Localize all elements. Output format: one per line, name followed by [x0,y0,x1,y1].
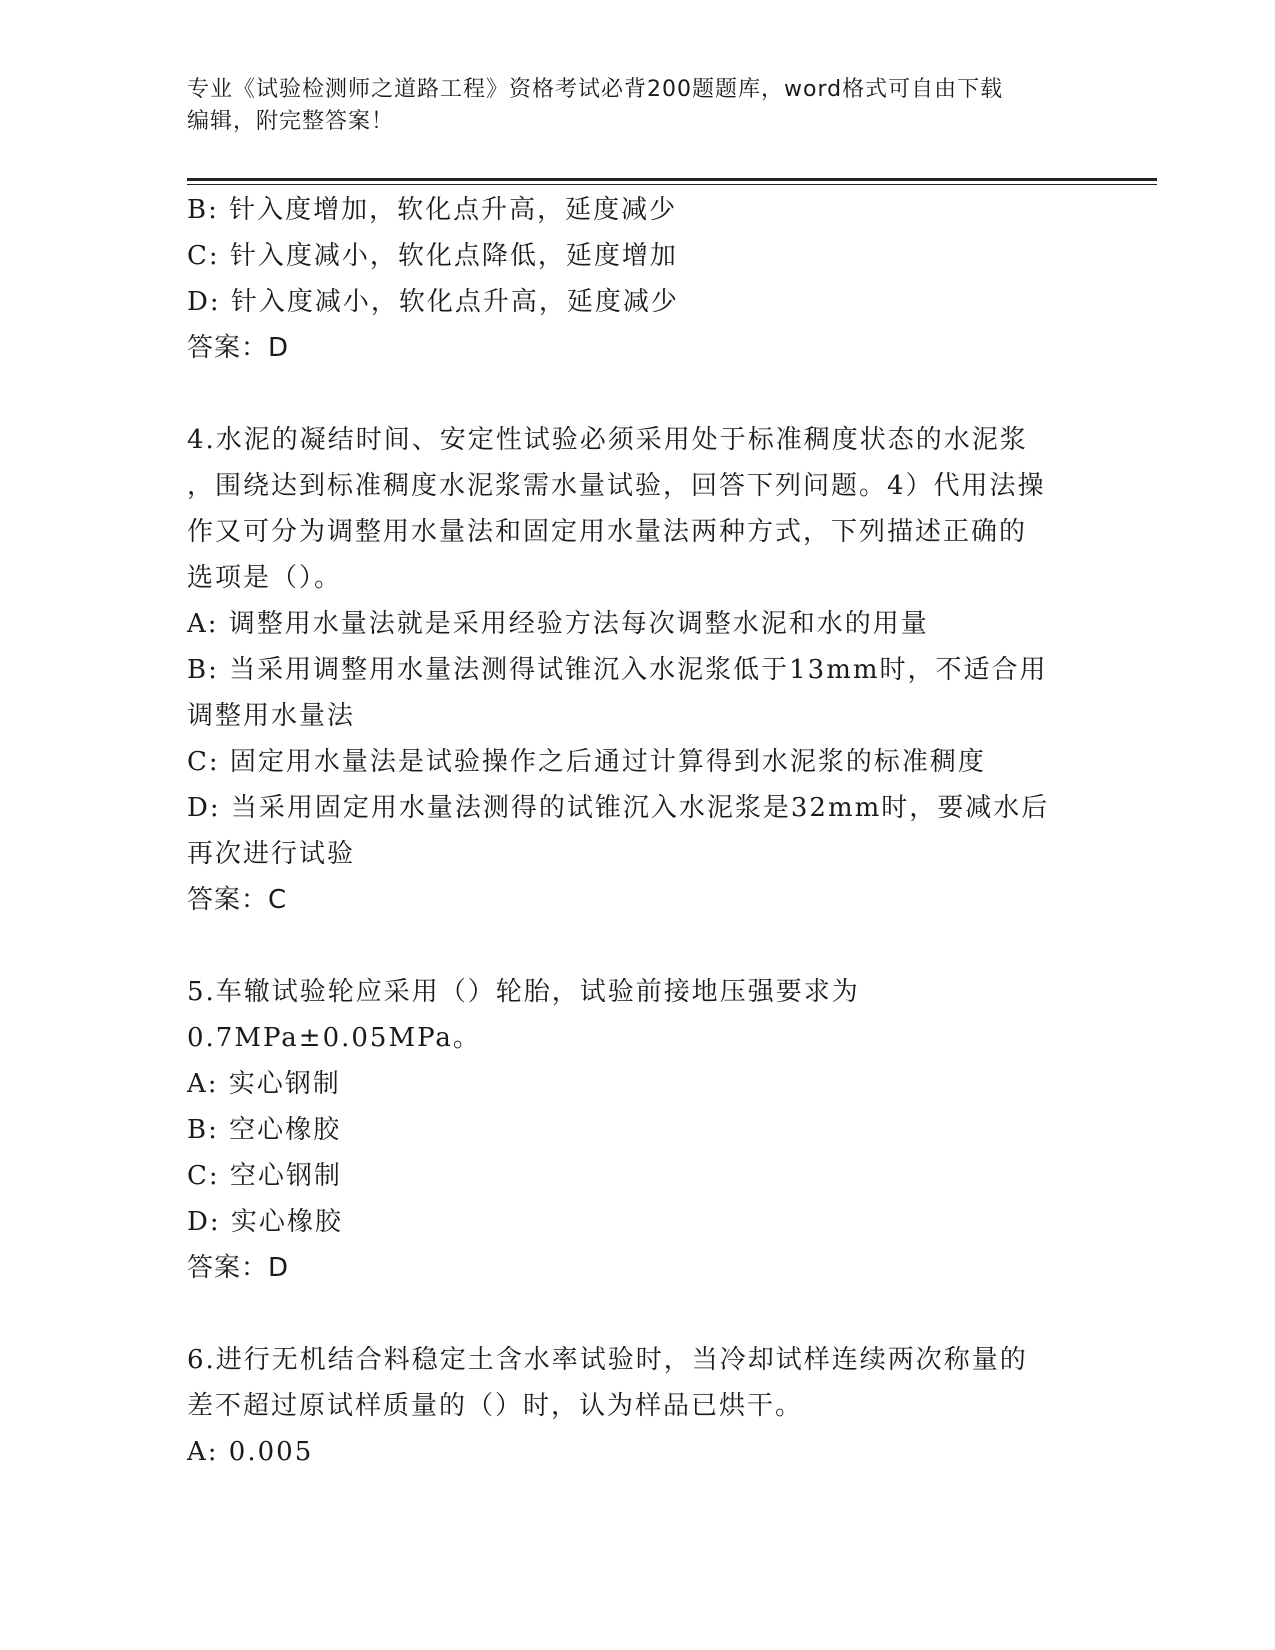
q3-option-c: C: 针入度减小，软化点降低，延度增加 [187,241,678,271]
q4-option-a: A: 调整用水量法就是采用经验方法每次调整水泥和水的用量 [187,609,929,639]
question-3 [187,187,1087,371]
q4-stem-line-1: 4.水泥的凝结时间、安定性试验必须采用处于标准稠度状态的水泥浆 [187,425,1028,455]
q6-stem-line-1: 6.进行无机结合料稳定土含水率试验时，当冷却试样连续两次称量的 [187,1345,1028,1375]
question-5 [187,969,1087,1291]
header-title-line-1: 专业《试验检测师之道路工程》资格考试必背200题题库，word格式可自由下载 [187,77,1004,102]
q5-option-d: D: 实心橡胶 [187,1207,343,1237]
question-6 [187,1337,1087,1475]
q5-option-a: A: 实心钢制 [187,1069,341,1099]
q6-option-a: A: 0.005 [187,1437,314,1467]
q3-answer: 答案：D [187,333,290,363]
header-rule-thick [187,178,1157,181]
q4-option-c: C: 固定用水量法是试验操作之后通过计算得到水泥浆的标准稠度 [187,747,986,777]
q5-stem-line-1: 5.车辙试验轮应采用（）轮胎，试验前接地压强要求为 [187,977,860,1007]
spacer [187,371,1087,417]
q4-option-d-line-2: 再次进行试验 [187,839,356,869]
q5-answer: 答案：D [187,1253,290,1283]
q4-option-d-line-1: D: 当采用固定用水量法测得的试锥沉入水泥浆是32mm时，要减水后 [187,793,1050,823]
q4-stem-line-4: 选项是（）。 [187,563,343,593]
q4-answer: 答案：C [187,885,288,915]
spacer [187,1291,1087,1337]
q6-stem-line-2: 差不超过原试样质量的（）时，认为样品已烘干。 [187,1391,804,1421]
q3-option-d: D: 针入度减小，软化点升高，延度减少 [187,287,679,317]
q5-option-b: B: 空心橡胶 [187,1115,342,1145]
header-rule-thin [187,184,1157,185]
document-body [187,187,1087,1475]
q4-option-b-line-1: B: 当采用调整用水量法测得试锥沉入水泥浆低于13mm时，不适合用 [187,655,1048,685]
q4-option-b-line-2: 调整用水量法 [187,701,356,731]
q4-stem-line-2: ，围绕达到标准稠度水泥浆需水量试验，回答下列问题。4）代用法操 [187,471,1046,501]
page-header [187,74,1067,138]
spacer [187,923,1087,969]
question-4 [187,417,1087,923]
q3-option-b: B: 针入度增加，软化点升高，延度减少 [187,195,678,225]
header-title-line-2: 编辑，附完整答案！ [187,109,395,134]
q5-option-c: C: 空心钢制 [187,1161,342,1191]
q4-stem-line-3: 作又可分为调整用水量法和固定用水量法两种方式，下列描述正确的 [187,517,1028,547]
q5-stem-line-2: 0.7MPa±0.05MPa。 [187,1023,481,1053]
